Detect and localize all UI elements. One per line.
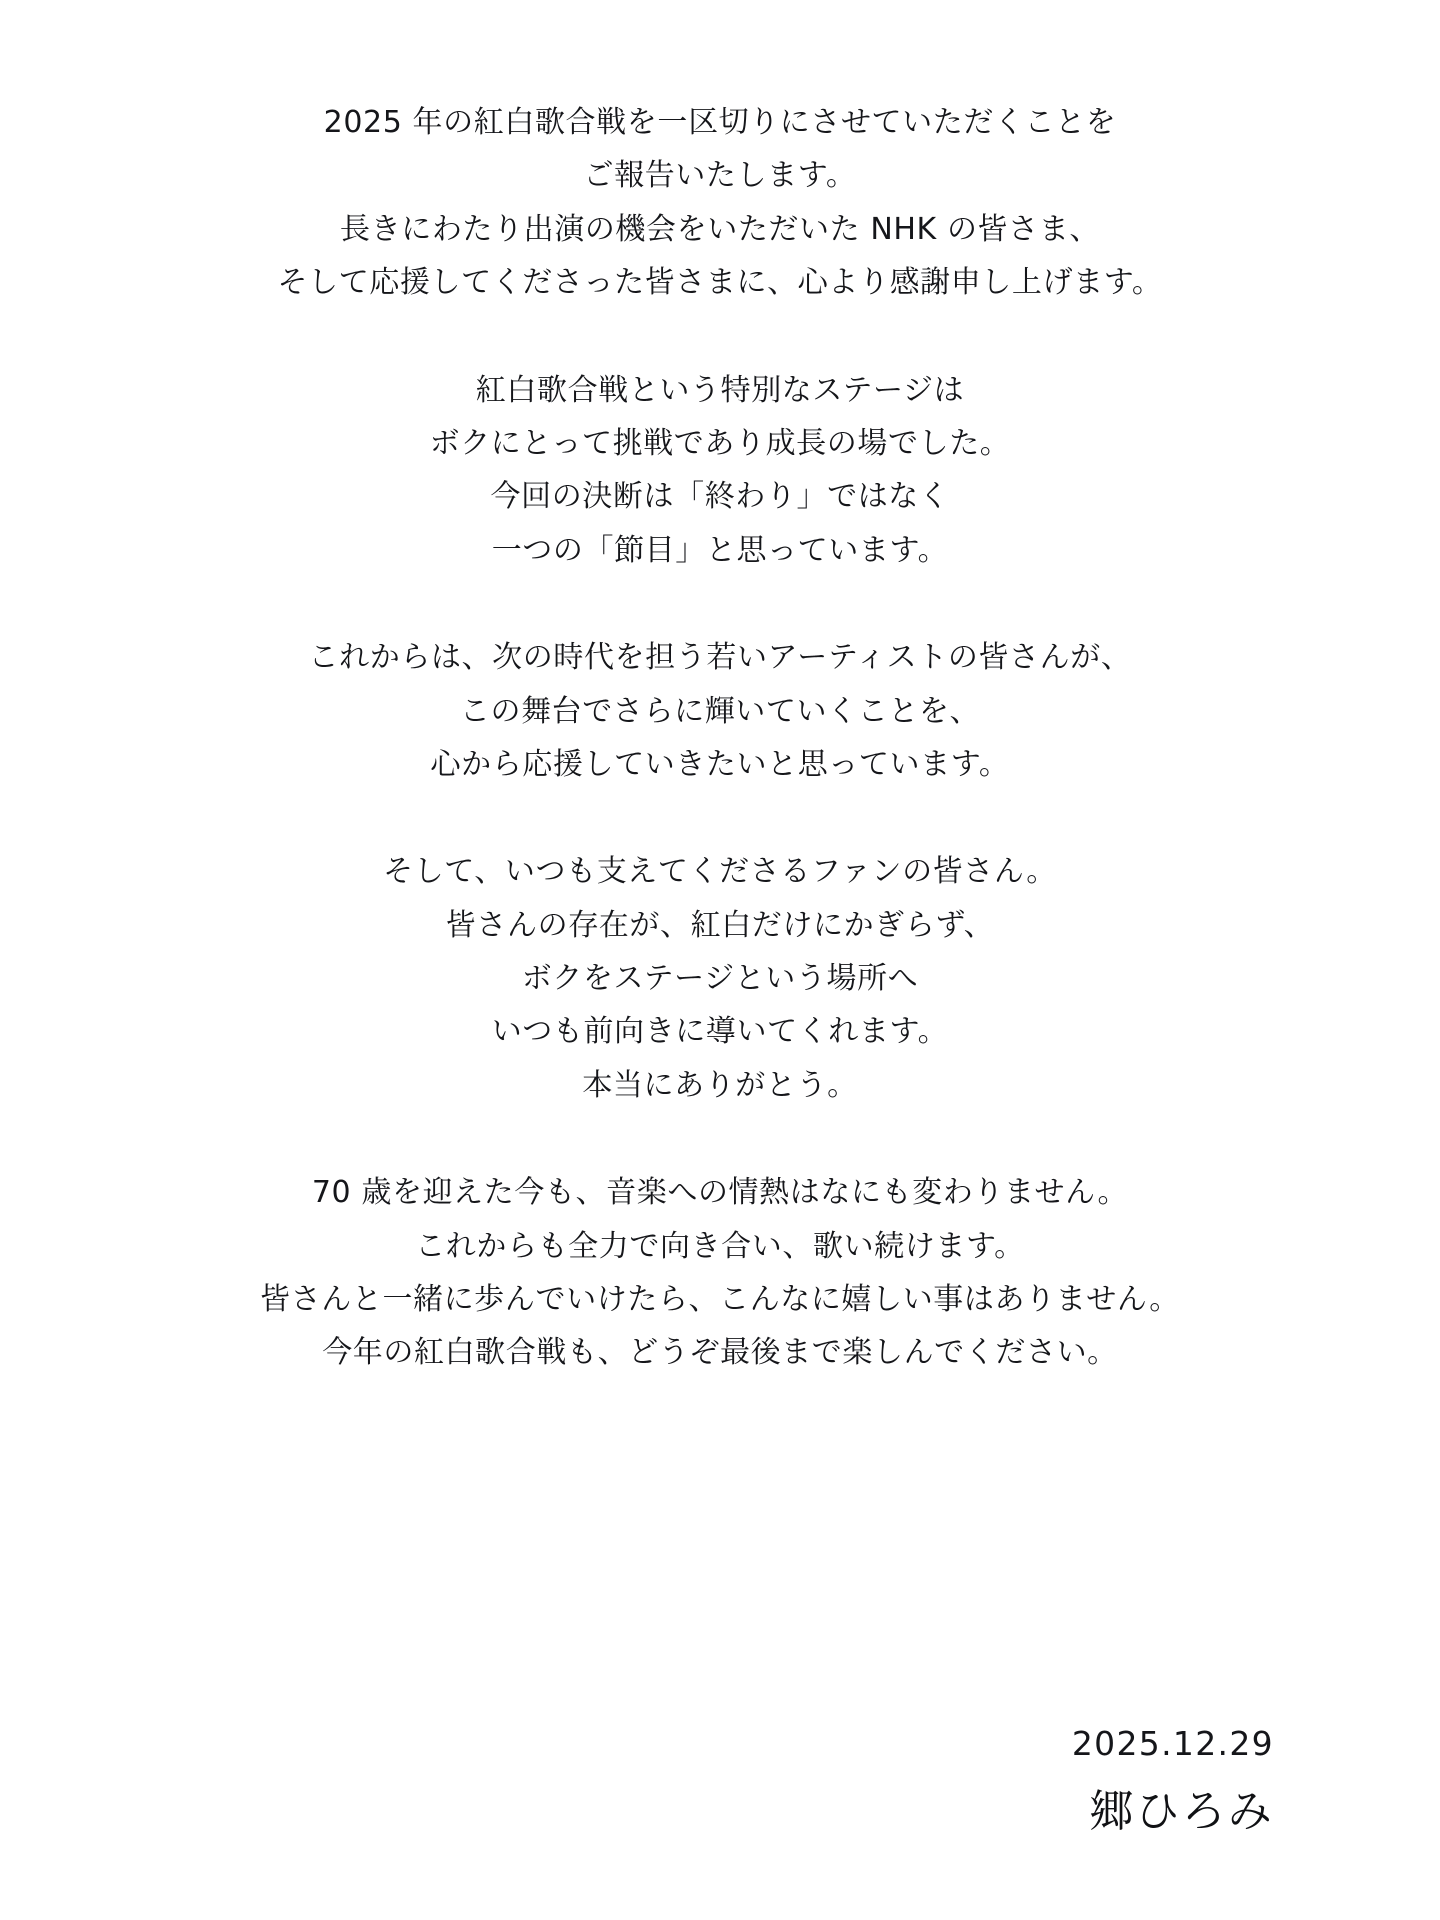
statement-line: 紅白歌合戦という特別なステージは — [475, 372, 965, 408]
statement-line: 70 歳を迎えた今も、音楽への情熱はなにも変わりません。 — [311, 1175, 1129, 1211]
signature-name: 郷ひろみ — [1089, 1785, 1274, 1837]
paragraph-5 — [120, 1166, 1320, 1380]
statement-line: 2025 年の紅白歌合戦を一区切りにさせていただくことを — [323, 105, 1117, 140]
statement-line: この舞台でさらに輝いていくことを、 — [459, 693, 981, 729]
paragraph-2 — [120, 364, 1320, 578]
statement-line: 皆さんの存在が、紅白だけにかぎらず、 — [445, 907, 995, 943]
statement-line: 長きにわたり出演の機会をいただいた NHK の皆さま、 — [340, 211, 1100, 247]
statement-line: ボクにとって挑戦であり成長の場でした。 — [429, 425, 1011, 461]
statement-line: 一つの「節目」と思っています。 — [491, 532, 949, 568]
statement-line: いつも前向きに導いてくれます。 — [491, 1014, 949, 1050]
statement-line: そして応援してくださった皆さまに、心より感謝申し上げます。 — [277, 265, 1163, 301]
statement-line: 本当にありがとう。 — [582, 1067, 858, 1103]
paragraph-1 — [120, 96, 1320, 310]
paragraph-3 — [120, 631, 1320, 791]
statement-line: そして、いつも支えてくださるファンの皆さん。 — [383, 854, 1057, 890]
signature-block — [120, 1719, 1320, 1840]
statement-line: これからも全力で向き合い、歌い続けます。 — [415, 1228, 1025, 1264]
statement-line: ご報告いたします。 — [583, 158, 857, 194]
paragraph-4 — [120, 845, 1320, 1112]
statement-line: 心から応援していきたいと思っています。 — [430, 746, 1010, 782]
signature-date: 2025.12.29 — [1071, 1724, 1274, 1764]
statement-body — [120, 96, 1320, 1679]
statement-line: 今年の紅白歌合戦も、どうぞ最後まで楽しんでください。 — [322, 1335, 1118, 1371]
statement-line: 今回の決断は「終わり」ではなく — [490, 479, 950, 515]
statement-line: 皆さんと一緒に歩んでいけたら、こんなに嬉しい事はありません。 — [260, 1282, 1180, 1318]
statement-line: ボクをステージという場所へ — [521, 961, 919, 997]
statement-line: これからは、次の時代を担う若いアーティストの皆さんが、 — [308, 640, 1132, 676]
